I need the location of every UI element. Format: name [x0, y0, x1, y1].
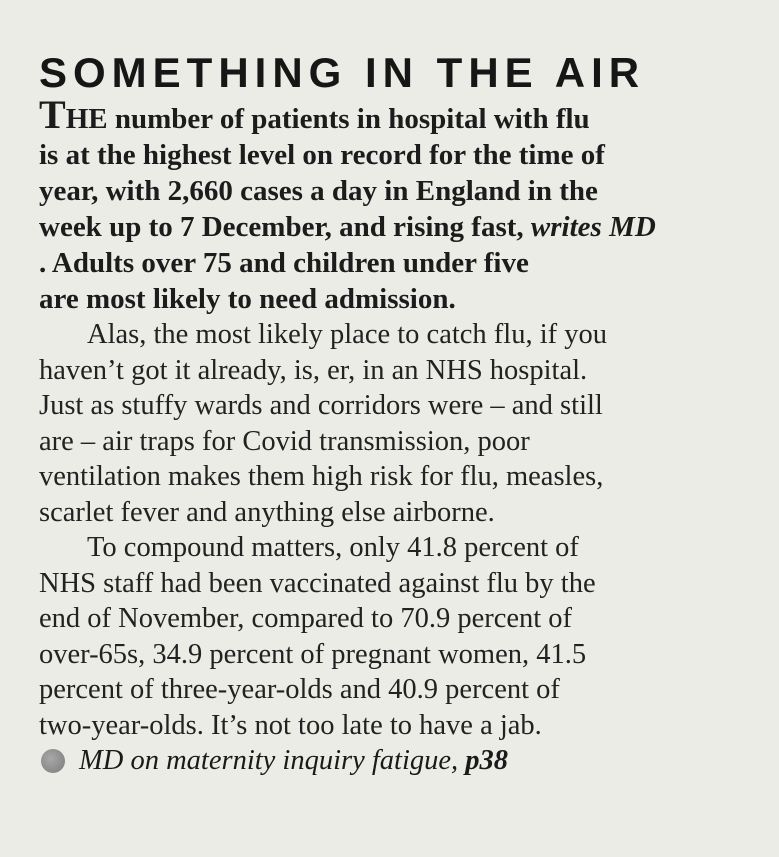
cross-reference[interactable]	[39, 743, 761, 779]
body-line: Just as stuffy wards and corridors were – and still	[39, 390, 603, 421]
body-line: scarlet fever and anything else airborne.	[39, 496, 495, 528]
lede-line: are most likely to need admission.	[39, 283, 456, 315]
body-line: Alas, the most likely place to catch flu, if you	[87, 319, 607, 350]
lede-line: week up to 7 December, and rising fast, writes MD	[39, 211, 656, 243]
cross-reference-text: MD on maternity inquiry fatigue, p38	[79, 745, 509, 776]
body-paragraph-1	[39, 317, 761, 530]
headline: SOMETHING IN THE AIR	[39, 49, 646, 96]
body-line: To compound matters, only 41.8 percent of	[87, 532, 579, 563]
grey-dot-icon	[41, 749, 65, 773]
body-line: ventilation makes them high risk for flu, measles,	[39, 461, 604, 492]
cross-reference-page: p38	[465, 745, 509, 776]
body-line: are – air traps for Covid transmission, poor	[39, 425, 530, 457]
body-line: haven’t got it already, is, er, in an NHS hospital.	[39, 354, 588, 386]
article	[39, 46, 761, 779]
body-line: NHS staff had been vaccinated against flu by the	[39, 567, 596, 599]
body-line: percent of three-year-olds and 40.9 percent of	[39, 674, 560, 705]
body-line: two-year-olds. It’s not too late to have a jab.	[39, 709, 542, 741]
lede-paragraph	[39, 92, 761, 317]
drop-cap: T	[39, 92, 66, 137]
body-paragraph-2	[39, 530, 761, 743]
body-line: over-65s, 34.9 percent of pregnant women, 41.5	[39, 638, 587, 670]
byline: writes MD	[530, 211, 656, 243]
lede-line: . Adults over 75 and children under five	[39, 247, 529, 279]
lede-line: year, with 2,660 cases a day in England in the	[39, 175, 598, 207]
body-line: end of November, compared to 70.9 percent of	[39, 603, 573, 634]
lede-line: is at the highest level on record for the time of	[39, 139, 605, 171]
lede-line: THE number of patients in hospital with flu	[39, 92, 590, 137]
